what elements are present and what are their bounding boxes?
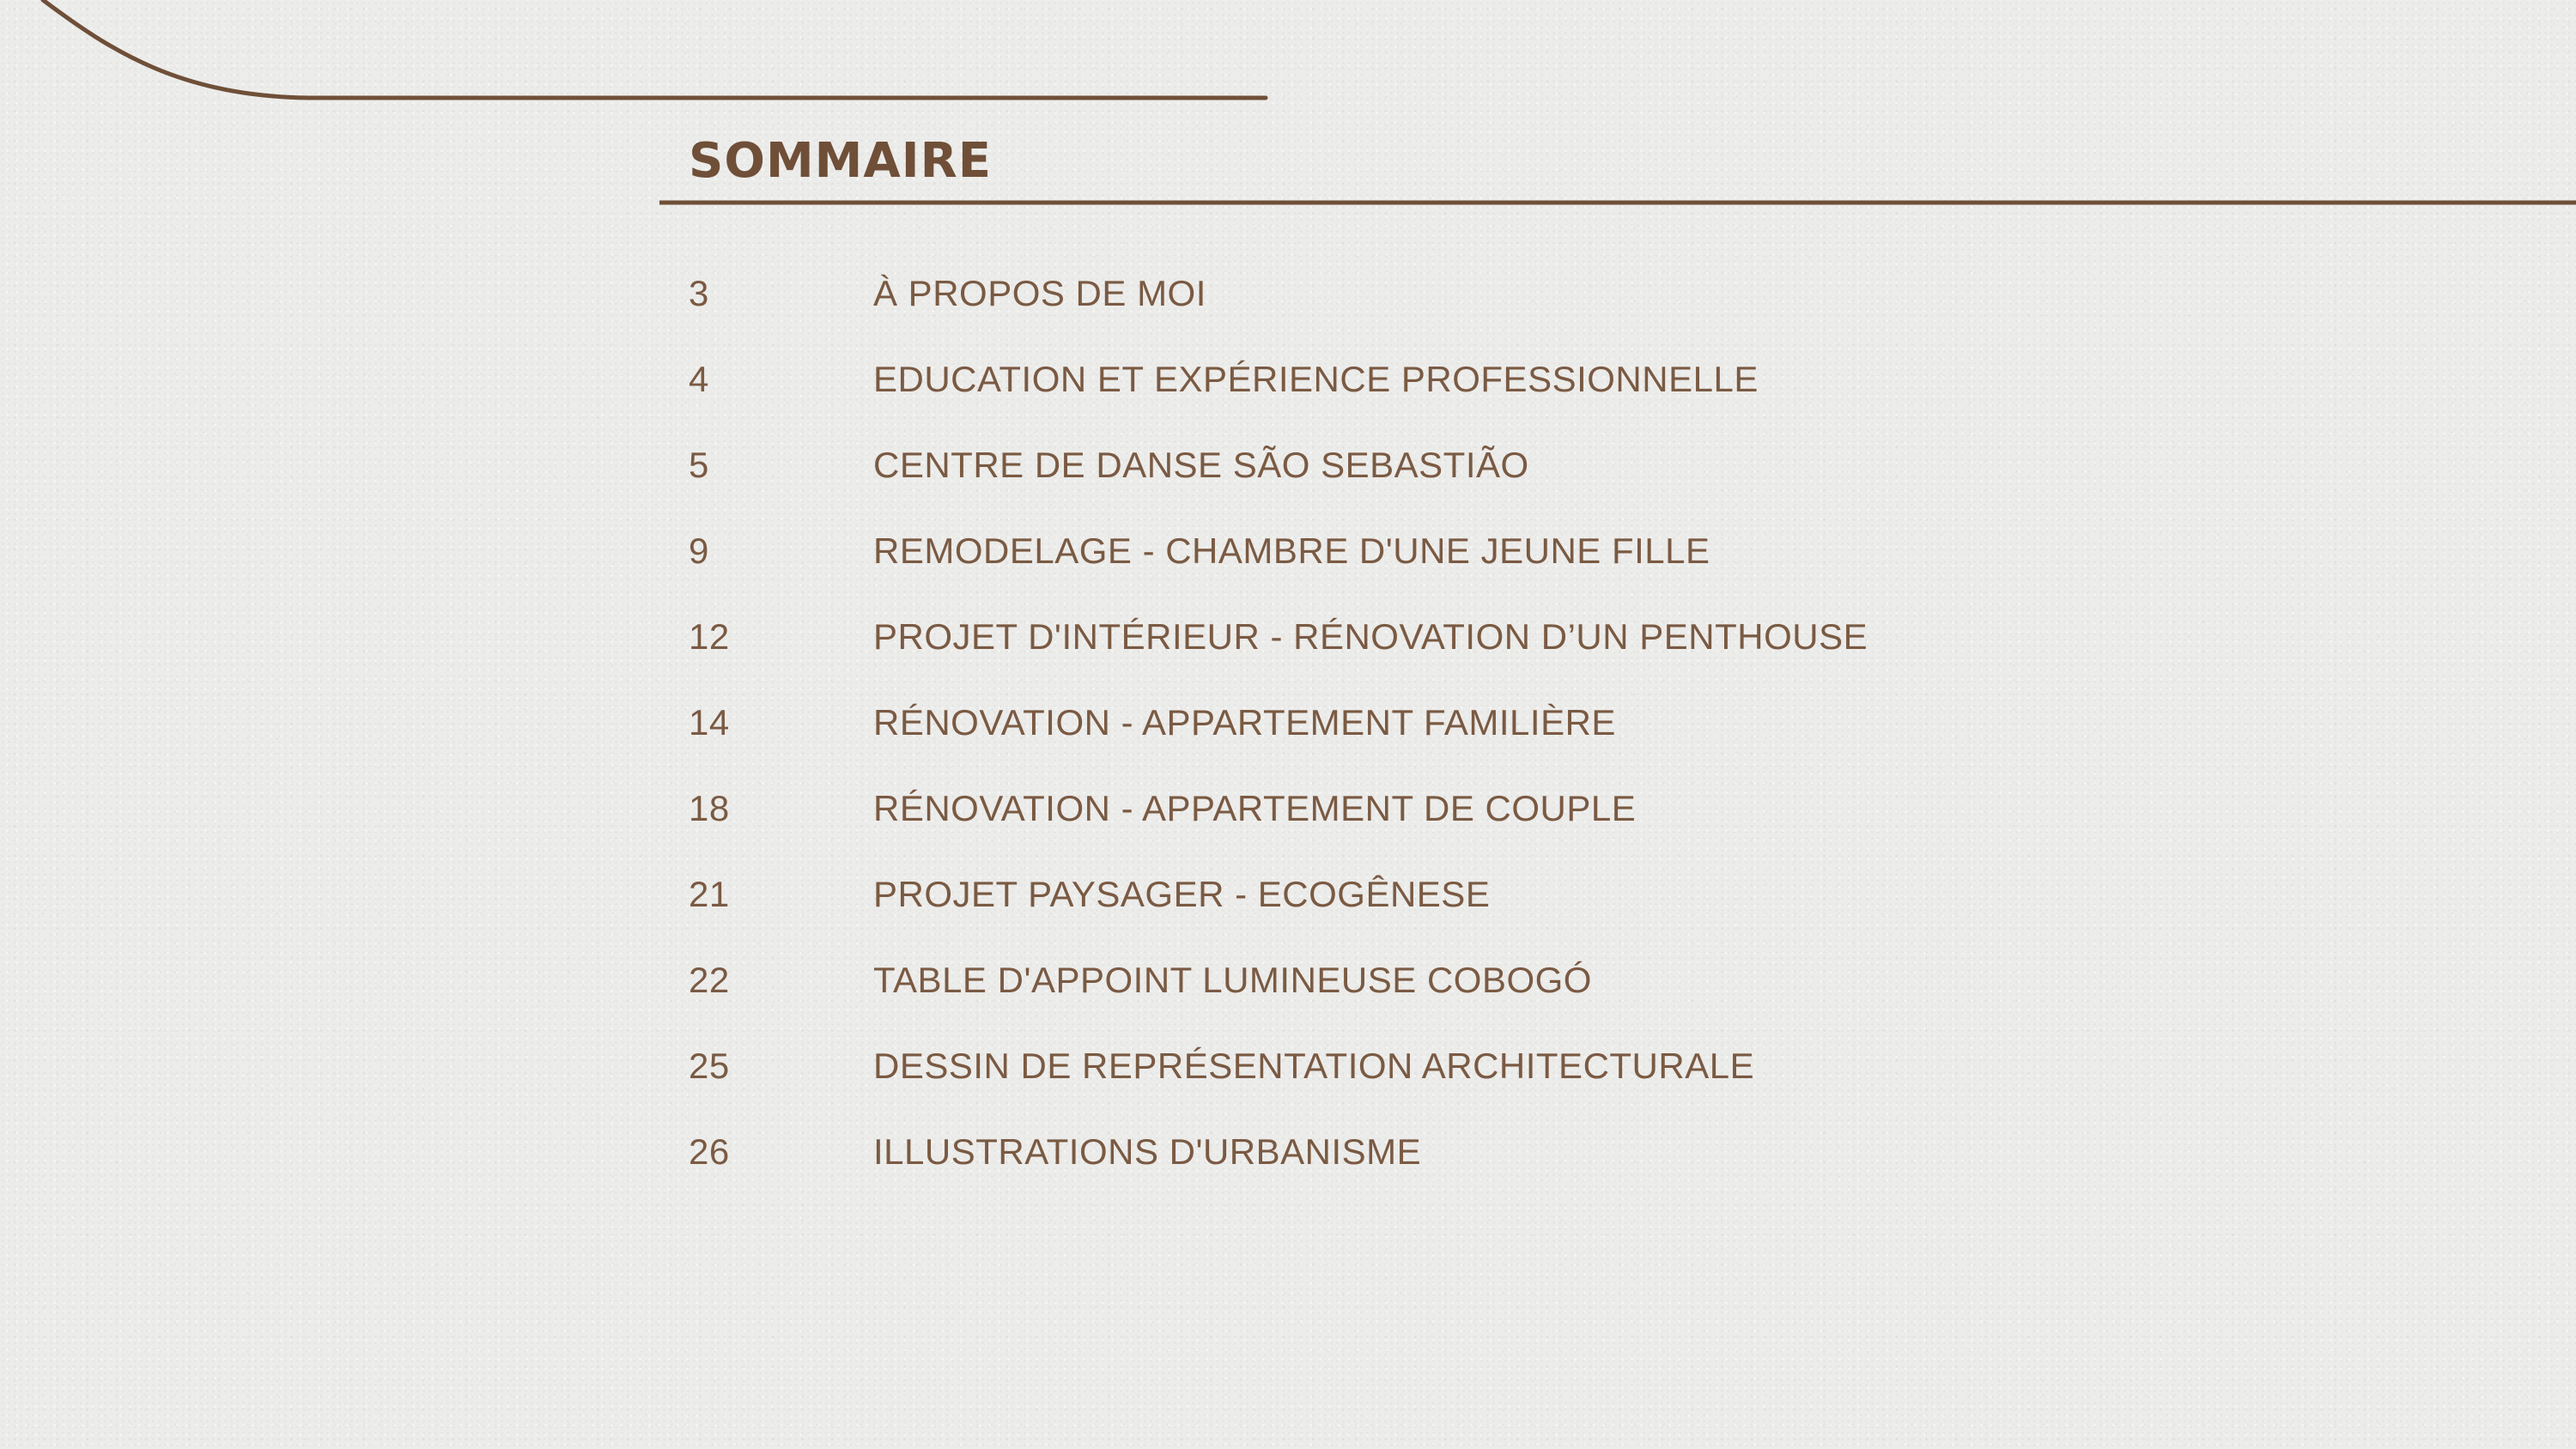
toc-page-number: 14 bbox=[689, 702, 730, 743]
toc-entry-title: CENTRE DE DANSE SÃO SEBASTIÃO bbox=[873, 445, 1529, 485]
toc-page-number: 21 bbox=[689, 874, 730, 914]
toc-page-number: 25 bbox=[689, 1046, 730, 1086]
toc-entry-title: ILLUSTRATIONS D'URBANISME bbox=[873, 1131, 1422, 1172]
toc-entry-title: TABLE D'APPOINT LUMINEUSE COBOGÓ bbox=[873, 960, 1592, 1000]
toc-page-number: 9 bbox=[689, 530, 709, 571]
toc-page-number: 26 bbox=[689, 1131, 730, 1172]
toc-row bbox=[689, 336, 2320, 422]
toc-entry-title: REMODELAGE - CHAMBRE D'UNE JEUNE FILLE bbox=[873, 530, 1710, 571]
toc-entry-title: RÉNOVATION - APPARTEMENT FAMILIÈRE bbox=[873, 702, 1616, 743]
decorative-curve bbox=[43, 0, 1266, 98]
toc-entry-title: À PROPOS DE MOI bbox=[873, 273, 1206, 313]
toc-row bbox=[689, 1023, 2320, 1109]
toc-page-number: 3 bbox=[689, 273, 709, 313]
table-of-contents bbox=[689, 251, 2320, 1195]
toc-page-number: 12 bbox=[689, 616, 730, 657]
toc-page-number: 4 bbox=[689, 359, 709, 399]
toc-row bbox=[689, 766, 2320, 852]
toc-row bbox=[689, 251, 2320, 336]
decorative-lines bbox=[0, 0, 2576, 258]
toc-entry-title: DESSIN DE REPRÉSENTATION ARCHITECTURALE bbox=[873, 1046, 1755, 1086]
toc-entry-title: RÉNOVATION - APPARTEMENT DE COUPLE bbox=[873, 788, 1637, 828]
toc-page-number: 22 bbox=[689, 960, 730, 1000]
toc-row bbox=[689, 852, 2320, 937]
toc-page-number: 5 bbox=[689, 445, 709, 485]
toc-row bbox=[689, 937, 2320, 1023]
toc-entry-title: PROJET PAYSAGER - ECOGÊNESE bbox=[873, 874, 1491, 914]
toc-row bbox=[689, 508, 2320, 594]
toc-entry-title: PROJET D'INTÉRIEUR - RÉNOVATION D’UN PENTHOUSE bbox=[873, 616, 1868, 657]
toc-row bbox=[689, 680, 2320, 766]
toc-page-number: 18 bbox=[689, 788, 730, 828]
toc-entry-title: EDUCATION ET EXPÉRIENCE PROFESSIONNELLE bbox=[873, 359, 1759, 399]
toc-row bbox=[689, 594, 2320, 680]
toc-row bbox=[689, 422, 2320, 508]
toc-row bbox=[689, 1109, 2320, 1195]
page-title: SOMMAIRE bbox=[689, 133, 992, 189]
